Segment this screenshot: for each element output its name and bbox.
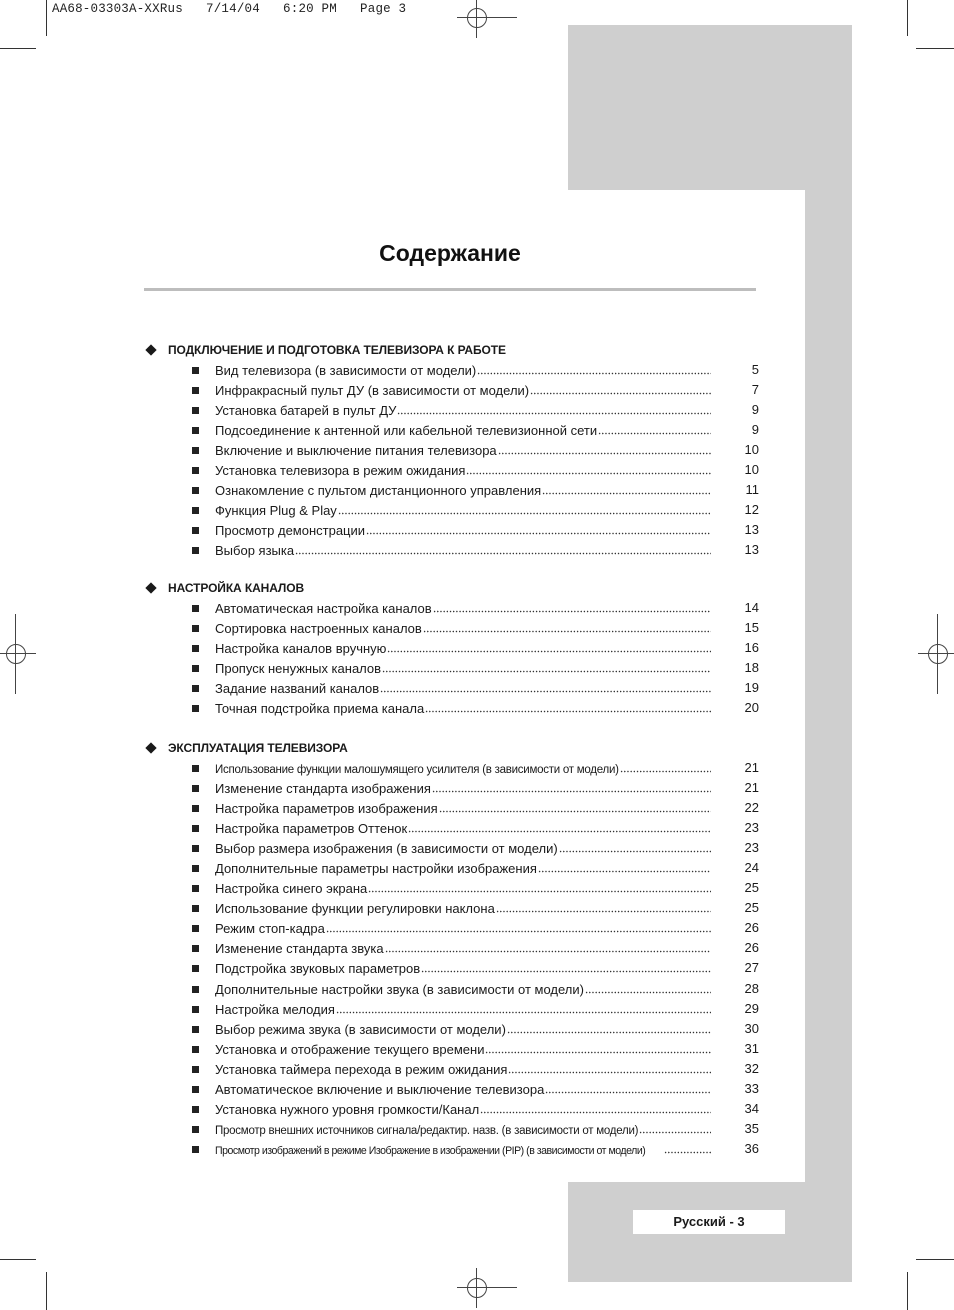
- section-header: [144, 580, 764, 600]
- toc-entry: [144, 522, 764, 542]
- toc-entry-text: Выбор режима звука (в зависимости от модели): [215, 1021, 506, 1037]
- toc-entry-page: 21: [744, 780, 759, 796]
- toc-entry-text: Автоматическое включение и выключение телевизора: [215, 1081, 545, 1097]
- square-bullet-icon: [192, 487, 199, 494]
- square-bullet-icon: [192, 845, 199, 852]
- toc-entry: [144, 680, 764, 700]
- toc-entry-page: 36: [744, 1140, 759, 1156]
- crop-mark: [916, 48, 954, 49]
- square-bullet-icon: [192, 547, 199, 554]
- registration-mark-icon: [457, 1268, 497, 1308]
- toc-entry-page: 25: [744, 880, 759, 896]
- toc-entry-page: 32: [744, 1060, 759, 1076]
- section-header: [144, 740, 764, 760]
- square-bullet-icon: [192, 1046, 199, 1053]
- toc-entry-page: 13: [744, 542, 759, 558]
- toc-entry-page: 9: [751, 402, 759, 418]
- toc-entry-text: Просмотр изображений в режиме Изображение в изображении (PIP) (в зависимости от модели): [215, 1144, 646, 1157]
- toc-entry: [144, 920, 764, 940]
- page-footer-label: Русский - 3: [633, 1210, 785, 1234]
- toc-entry-text: Функция Plug & Play: [215, 503, 337, 519]
- toc-entry: [144, 760, 764, 780]
- toc-entry: [144, 640, 764, 660]
- toc-entry: [144, 820, 764, 840]
- toc-entry-text: Установка нужного уровня громкости/Канал: [215, 1101, 480, 1117]
- square-bullet-icon: [192, 1066, 199, 1073]
- toc-entry: [144, 780, 764, 800]
- toc-entry-text: Просмотр демонстрации: [215, 523, 366, 539]
- square-bullet-icon: [192, 507, 199, 514]
- diamond-bullet-icon: [145, 344, 156, 355]
- dot-leader: [485, 1051, 711, 1054]
- dot-leader: [477, 372, 711, 375]
- square-bullet-icon: [192, 885, 199, 892]
- toc-entry-text: Установка и отображение текущего времени: [215, 1041, 485, 1057]
- toc-entry-text: Настройка параметров изображения: [215, 801, 438, 817]
- toc-entry-page: 10: [744, 462, 759, 478]
- square-bullet-icon: [192, 765, 199, 772]
- toc-entry: [144, 422, 764, 442]
- section-title: НАСТРОЙКА КАНАЛОВ: [168, 581, 305, 595]
- toc-entry-text: Автоматическая настройка каналов: [215, 601, 432, 616]
- toc-entry-page: 13: [744, 522, 759, 538]
- square-bullet-icon: [192, 387, 199, 394]
- toc-entry-page: 34: [744, 1100, 759, 1116]
- square-bullet-icon: [192, 527, 199, 534]
- square-bullet-icon: [192, 1086, 199, 1093]
- dot-leader: [295, 552, 711, 555]
- toc-entry: [144, 542, 764, 562]
- toc-entry-text: Настройка параметров Оттенок: [215, 821, 408, 837]
- dot-leader: [498, 452, 711, 455]
- toc-entry-page: 33: [744, 1080, 759, 1096]
- toc-entry-page: 18: [744, 660, 759, 676]
- square-bullet-icon: [192, 427, 199, 434]
- square-bullet-icon: [192, 945, 199, 952]
- dot-leader: [326, 930, 711, 933]
- toc-entry-page: 26: [744, 920, 759, 936]
- toc-entry-page: 27: [744, 960, 759, 976]
- toc-entry-text: Инфракрасный пульт ДУ (в зависимости от модели): [215, 383, 530, 399]
- toc-entry: [144, 660, 764, 680]
- crop-mark: [0, 1259, 36, 1260]
- toc-entry-page: 35: [744, 1120, 759, 1136]
- toc-entry-text: Дополнительные настройки звука (в зависимости от модели): [215, 981, 584, 997]
- dot-leader: [387, 650, 711, 653]
- section-title: ПОДКЛЮЧЕНИЕ И ПОДГОТОВКА ТЕЛЕВИЗОРА К РАБОТЕ: [168, 343, 506, 357]
- toc-entry-page: 19: [744, 680, 759, 696]
- toc-entry-text: Выбор размера изображения (в зависимости от модели): [215, 841, 558, 857]
- square-bullet-icon: [192, 407, 199, 414]
- square-bullet-icon: [192, 865, 199, 872]
- toc-entry-page: 20: [744, 700, 759, 716]
- grey-panel-top: [568, 25, 852, 190]
- square-bullet-icon: [192, 625, 199, 632]
- toc-entry: [144, 1061, 764, 1081]
- toc-entry-text: Настройка каналов вручную: [215, 641, 387, 657]
- toc-entry-text: Включение и выключение питания телевизора: [215, 443, 497, 459]
- toc-entry-page: 31: [744, 1040, 759, 1056]
- grey-panel-side: [805, 190, 852, 1182]
- toc-entry: [144, 1101, 764, 1121]
- dot-leader: [620, 770, 711, 773]
- crop-mark: [0, 48, 36, 49]
- toc-entry-page: 9: [751, 422, 759, 438]
- square-bullet-icon: [192, 986, 199, 993]
- print-slug: AA68-03303A-XXRus 7/14/04 6:20 PM Page 3: [52, 2, 407, 16]
- toc-entry-text: Использование функции малошумящего усилителя (в зависимости от модели): [215, 764, 619, 776]
- toc-entry-text: Установка батарей в пульт ДУ: [215, 403, 397, 419]
- dot-leader: [507, 1031, 711, 1034]
- square-bullet-icon: [192, 805, 199, 812]
- dot-leader: [380, 690, 711, 693]
- toc-entry-page: 23: [744, 840, 759, 856]
- toc-entry: [144, 382, 764, 402]
- toc-entry-text: Использование функции регулировки наклона: [215, 901, 495, 917]
- crop-mark: [916, 1259, 954, 1260]
- toc-entry-text: Вид телевизора (в зависимости от модели): [215, 363, 477, 378]
- title-rule: [144, 288, 756, 291]
- dot-leader: [385, 950, 711, 953]
- square-bullet-icon: [192, 645, 199, 652]
- toc-entry: [144, 940, 764, 960]
- toc-entry: [144, 1041, 764, 1061]
- square-bullet-icon: [192, 785, 199, 792]
- toc-entry-text: Пропуск ненужных каналов: [215, 661, 382, 677]
- toc-entry: [144, 1141, 764, 1161]
- dot-leader: [545, 1091, 711, 1094]
- toc-entry-page: 22: [744, 800, 759, 816]
- dot-leader: [598, 432, 711, 435]
- crop-mark: [907, 0, 908, 36]
- toc-entry-page: 14: [744, 600, 759, 615]
- page-title: Содержание: [379, 240, 521, 266]
- dot-leader: [585, 991, 711, 994]
- toc-section: [144, 740, 764, 1161]
- square-bullet-icon: [192, 467, 199, 474]
- crop-mark: [907, 1272, 908, 1310]
- toc-entry-text: Точная подстройка приема канала: [215, 701, 425, 717]
- toc-entry: [144, 960, 764, 980]
- toc-entry-page: 15: [744, 620, 759, 636]
- dot-leader: [439, 810, 711, 813]
- diamond-bullet-icon: [145, 742, 156, 753]
- square-bullet-icon: [192, 705, 199, 712]
- diamond-bullet-icon: [145, 582, 156, 593]
- dot-leader: [425, 710, 711, 713]
- dot-leader: [397, 412, 711, 415]
- dot-leader: [542, 492, 711, 495]
- registration-mark-icon: [0, 634, 36, 674]
- toc-entry-text: Настройка мелодия: [215, 1001, 335, 1017]
- registration-mark-icon: [918, 634, 954, 674]
- square-bullet-icon: [192, 1006, 199, 1013]
- toc-entry: [144, 362, 764, 382]
- toc-entry-page: 7: [751, 382, 759, 398]
- toc-entry-text: Выбор языка: [215, 543, 295, 559]
- toc-entry: [144, 1001, 764, 1021]
- toc-entry-text: Установка телевизора в режим ожидания: [215, 463, 466, 479]
- dot-leader: [338, 512, 711, 515]
- dot-leader: [466, 472, 711, 475]
- toc-entry-page: 28: [744, 980, 759, 996]
- dot-leader: [382, 670, 711, 673]
- dot-leader: [639, 1131, 711, 1134]
- square-bullet-icon: [192, 1026, 199, 1033]
- square-bullet-icon: [192, 905, 199, 912]
- dot-leader: [432, 790, 711, 793]
- toc-entry-text: Изменение стандарта изображения: [215, 781, 431, 797]
- toc-entry: [144, 402, 764, 422]
- toc-entry: [144, 860, 764, 880]
- toc-entry-page: 23: [744, 820, 759, 836]
- toc-entry-page: 30: [744, 1020, 759, 1036]
- dot-leader: [336, 1011, 711, 1014]
- toc-entry-page: 24: [744, 860, 759, 876]
- square-bullet-icon: [192, 605, 199, 612]
- toc-entry-text: Дополнительные параметры настройки изображения: [215, 861, 537, 877]
- toc-entry: [144, 502, 764, 522]
- toc-section: [144, 580, 764, 720]
- registration-mark-icon: [457, 0, 497, 38]
- dot-leader: [508, 1071, 711, 1074]
- toc-entry: [144, 880, 764, 900]
- toc-entry-text: Настройка синего экрана: [215, 881, 368, 897]
- square-bullet-icon: [192, 1106, 199, 1113]
- toc-entry: [144, 462, 764, 482]
- toc-entry-page: 26: [744, 940, 759, 956]
- toc-entry-text: Просмотр внешних источников сигнала/редактир. назв. (в зависимости от модели): [215, 1124, 639, 1137]
- crop-mark: [46, 1272, 47, 1310]
- square-bullet-icon: [192, 367, 199, 374]
- dot-leader: [530, 392, 711, 395]
- toc-entry: [144, 620, 764, 640]
- toc-entry-page: 25: [744, 900, 759, 916]
- dot-leader: [423, 630, 711, 633]
- toc-entry: [144, 900, 764, 920]
- toc-entry-text: Задание названий каналов: [215, 681, 380, 697]
- toc-entry: [144, 482, 764, 502]
- square-bullet-icon: [192, 1126, 199, 1133]
- section-title: ЭКСПЛУАТАЦИЯ ТЕЛЕВИЗОРА: [168, 741, 348, 755]
- toc-entry-page: 11: [745, 482, 759, 498]
- section-header: [144, 342, 764, 362]
- square-bullet-icon: [192, 925, 199, 932]
- toc-entry: [144, 1121, 764, 1141]
- toc-entry-text: Подстройка звуковых параметров: [215, 961, 421, 977]
- toc-entry: [144, 1021, 764, 1041]
- dot-leader: [538, 870, 711, 873]
- toc-section: [144, 342, 764, 562]
- toc-entry: [144, 600, 764, 620]
- dot-leader: [368, 890, 711, 893]
- toc-entry-text: Режим стоп-кадра: [215, 921, 325, 937]
- toc-entry: [144, 1081, 764, 1101]
- square-bullet-icon: [192, 965, 199, 972]
- toc-entry-page: 16: [744, 640, 759, 656]
- toc-entry-page: 29: [744, 1000, 759, 1016]
- crop-mark: [46, 0, 47, 36]
- dot-leader: [496, 910, 711, 913]
- dot-leader: [433, 610, 711, 613]
- toc-entry: [144, 981, 764, 1001]
- dot-leader: [664, 1151, 711, 1154]
- dot-leader: [559, 850, 711, 853]
- toc-entry: [144, 442, 764, 462]
- toc-entry-text: Ознакомление с пультом дистанционного управления: [215, 483, 542, 499]
- dot-leader: [421, 970, 711, 973]
- toc-entry: [144, 700, 764, 720]
- square-bullet-icon: [192, 825, 199, 832]
- toc-entry-text: Сортировка настроенных каналов: [215, 621, 422, 637]
- dot-leader: [408, 830, 711, 833]
- toc-entry-text: Изменение стандарта звука: [215, 941, 384, 957]
- toc-entry-page: 21: [744, 760, 759, 775]
- toc-entry-page: 5: [751, 362, 759, 377]
- toc-entry-text: Подсоединение к антенной или кабельной телевизионной сети: [215, 423, 598, 439]
- square-bullet-icon: [192, 685, 199, 692]
- square-bullet-icon: [192, 1146, 199, 1153]
- dot-leader: [366, 532, 711, 535]
- dot-leader: [480, 1111, 711, 1114]
- toc-entry: [144, 800, 764, 820]
- toc-entry-page: 10: [744, 442, 759, 458]
- square-bullet-icon: [192, 665, 199, 672]
- toc-entry: [144, 840, 764, 860]
- toc-entry-text: Установка таймера перехода в режим ожидания: [215, 1061, 508, 1077]
- toc-entry-page: 12: [744, 502, 759, 518]
- square-bullet-icon: [192, 447, 199, 454]
